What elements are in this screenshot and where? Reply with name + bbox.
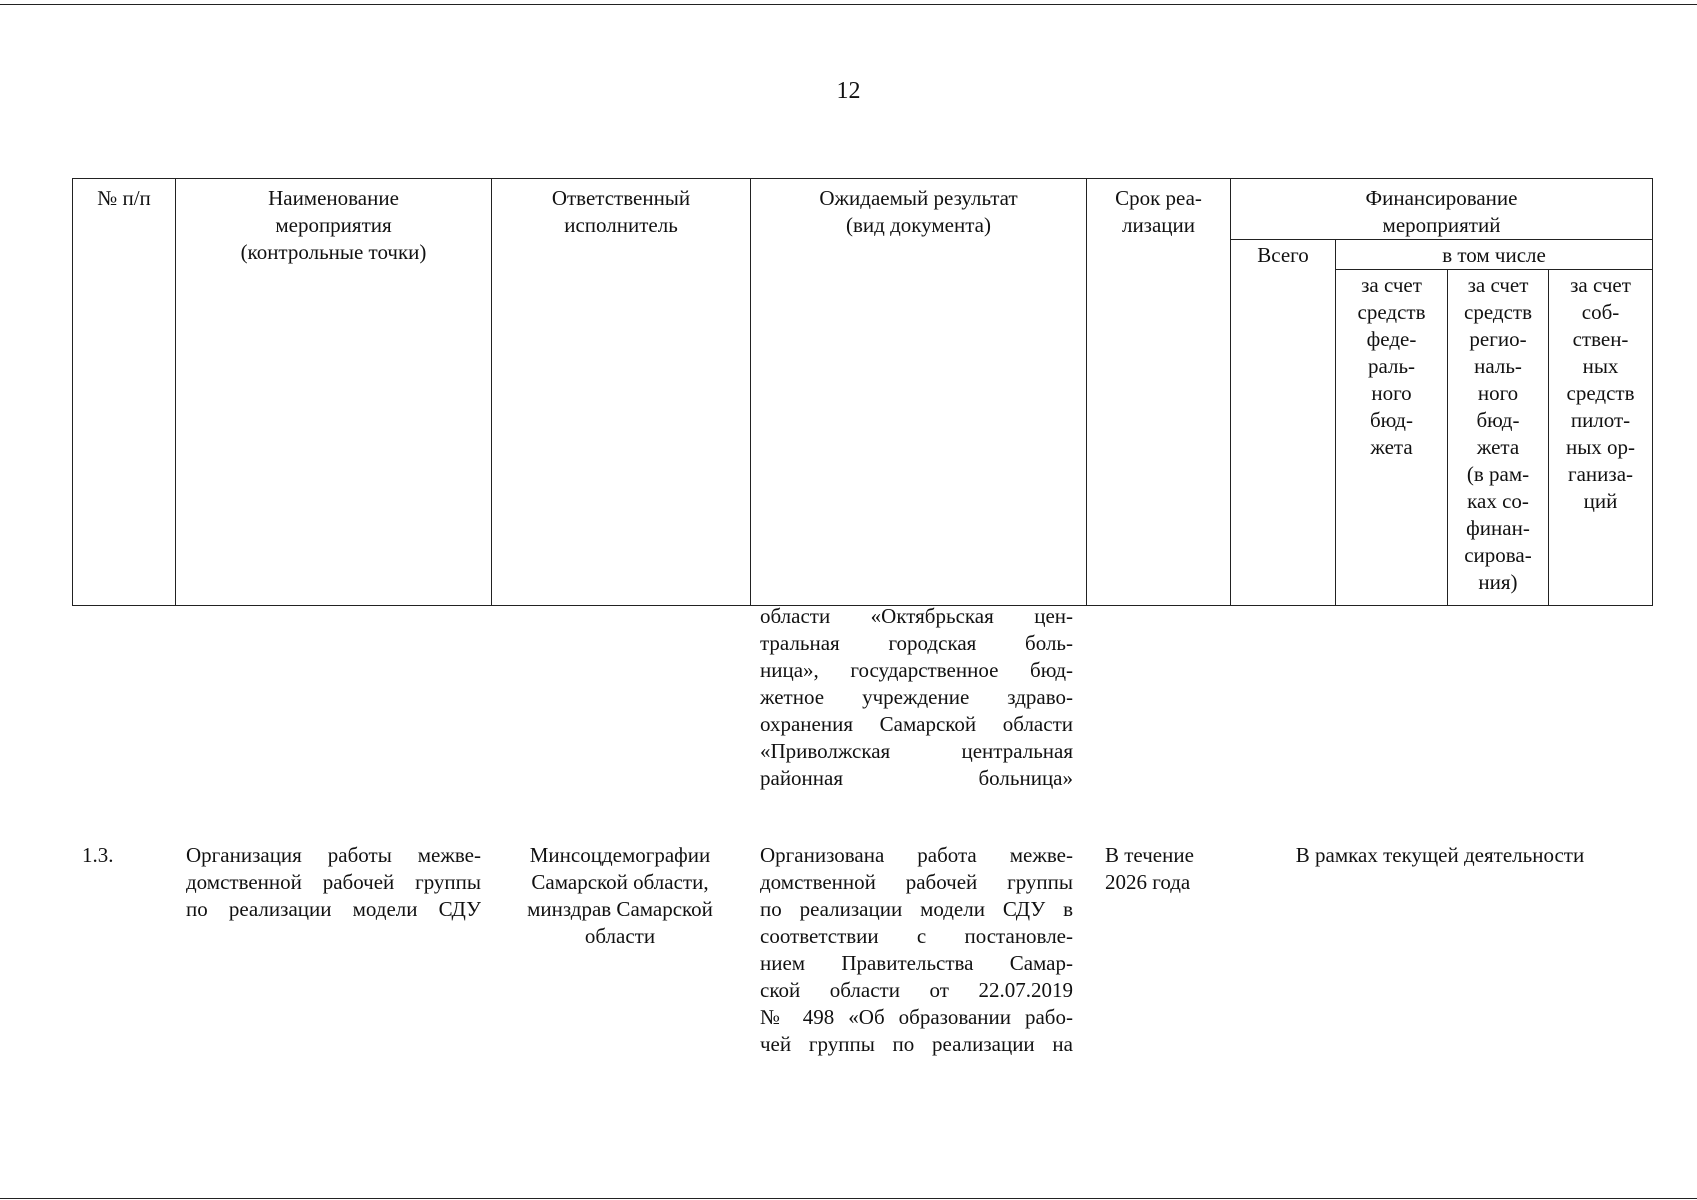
col-own-header: за счет соб- ствен- ных средств пилот- ных ор- ганиза- ций — [1549, 270, 1653, 606]
text-line: минздрав Самарской — [527, 897, 713, 921]
text-line: области — [584, 924, 656, 948]
text-line: домственной рабочей группы — [186, 870, 481, 894]
text-line: по реализации модели СДУ — [186, 897, 481, 921]
text-line: районная больница» — [760, 766, 1073, 790]
col-federal-header: за счет средств феде- раль- ного бюд- жета — [1336, 270, 1448, 606]
col-financing-header: Финансирование мероприятий — [1231, 179, 1653, 240]
row-term — [1105, 842, 1235, 896]
col-regional-header: за счет средств регио- наль- ного бюд- жета (в рам- ках со- финан- сирова- ния) — [1448, 270, 1549, 606]
text-line: по реализации модели СДУ в — [760, 897, 1073, 921]
text-line: В течение — [1105, 843, 1194, 867]
page-number: 12 — [836, 78, 861, 104]
text-line: Организована работа межве- — [760, 843, 1073, 867]
text-line: тральная городская боль- — [760, 631, 1073, 655]
top-rule — [0, 4, 1697, 5]
header-table — [72, 178, 1653, 606]
text-line: нием Правительства Самар- — [760, 951, 1073, 975]
col-result-header: Ожидаемый результат (вид документа) — [751, 179, 1087, 606]
text-line: охранения Самарской области — [760, 712, 1073, 736]
row-financing: В рамках текущей деятельности — [1295, 843, 1585, 867]
text-line: ской области от 22.07.2019 — [760, 978, 1073, 1002]
text-line: № 498 «Об образовании рабо- — [760, 1005, 1073, 1029]
text-line: области «Октябрьская цен- — [760, 604, 1073, 628]
text-line: Организация работы межве- — [186, 843, 481, 867]
col-total-header: Всего — [1231, 240, 1336, 606]
row-executor — [500, 842, 740, 950]
text-line: Самарской области, — [531, 870, 709, 894]
col-executor-header: Ответственный исполнитель — [492, 179, 751, 606]
text-line: ница», государственное бюд- — [760, 658, 1073, 682]
bottom-rule — [0, 1198, 1697, 1199]
text-line: чей группы по реализации на — [760, 1032, 1073, 1056]
col-including-header: в том числе — [1336, 240, 1653, 270]
text-line: 2026 года — [1105, 870, 1191, 894]
col-name-header: Наименование мероприятия (контрольные точки) — [176, 179, 492, 606]
row-name — [186, 842, 481, 923]
text-line: домственной рабочей группы — [760, 870, 1073, 894]
text-line: жетное учреждение здраво- — [760, 685, 1073, 709]
text-line: «Приволжская центральная — [760, 739, 1073, 763]
result-continuation — [760, 603, 1073, 792]
text-line: соответствии с постановле- — [760, 924, 1073, 948]
row-result — [760, 842, 1073, 1058]
col-number-header: № п/п — [73, 179, 176, 606]
text-line: Минсоцдемографии — [529, 843, 711, 867]
row-number: 1.3. — [82, 843, 114, 867]
col-term-header: Срок реа- лизации — [1087, 179, 1231, 606]
